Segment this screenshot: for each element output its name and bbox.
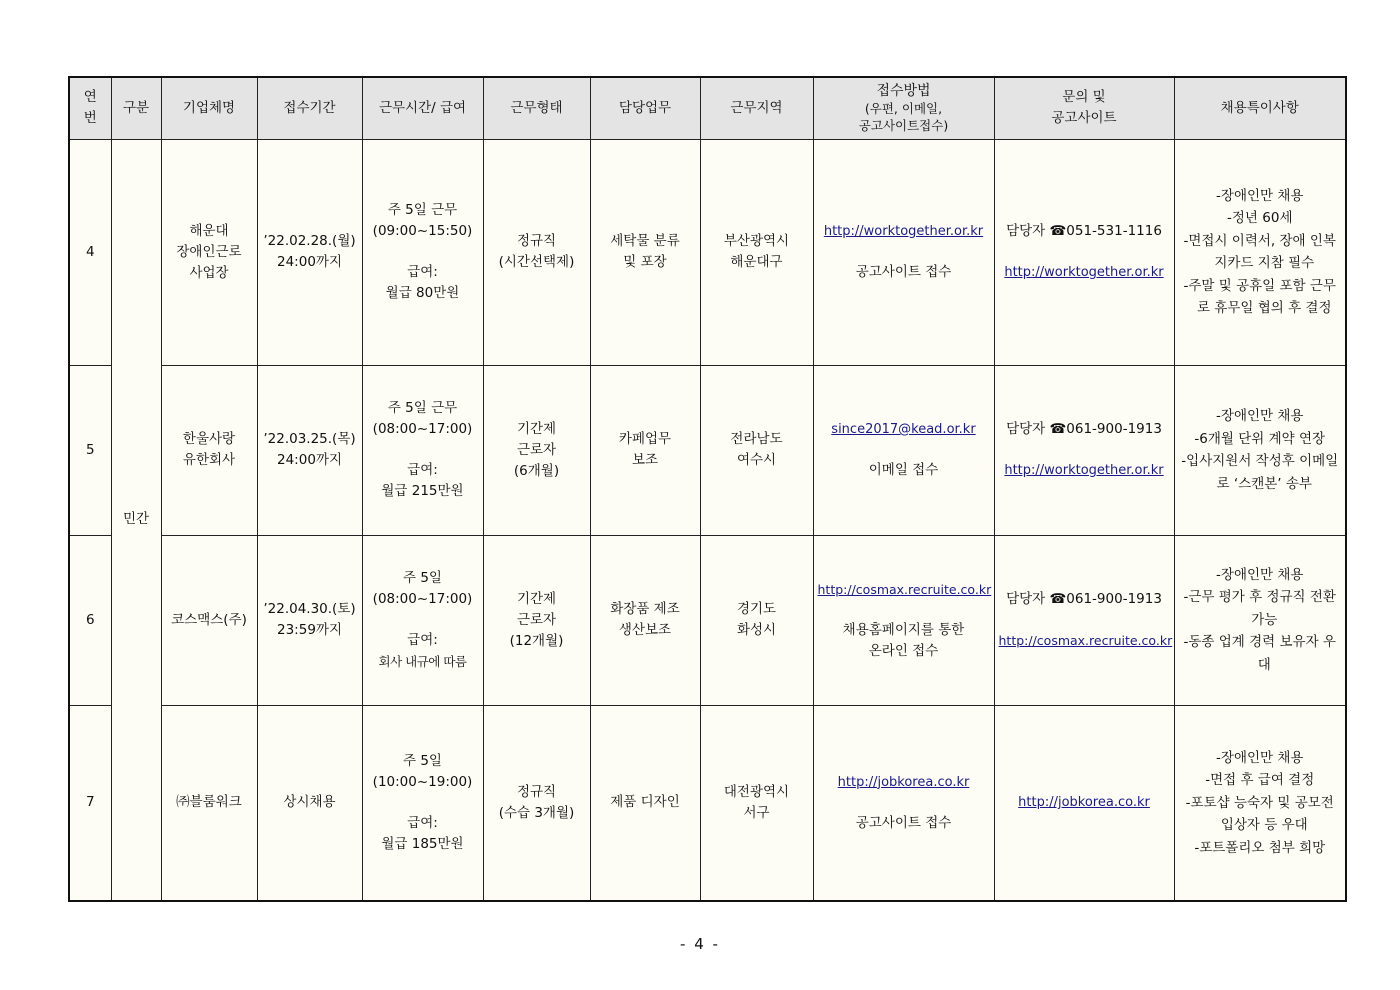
header-duty: 담당업무 <box>590 77 700 139</box>
header-contact: 문의 및 공고사이트 <box>994 77 1174 139</box>
contact-link[interactable]: http://worktogether.or.kr <box>1004 463 1164 478</box>
work-region: 경기도 화성시 <box>700 535 813 705</box>
row-number: 7 <box>69 705 111 901</box>
contact <box>994 365 1174 535</box>
hiring-notes: -장애인만 채용 -정년 60세 -면접시 이력서, 장애 인복지카드 지참 필수 -주말 및 공휴일 포함 근무로 휴무일 협의 후 결정 <box>1174 139 1346 365</box>
header-num: 연 번 <box>69 77 111 139</box>
employment-form: 기간제 근로자 (12개월) <box>483 535 590 705</box>
hiring-notes: -장애인만 채용 -근무 평가 후 정규직 전환 가능 -동종 업계 경력 보유자 우대 <box>1174 535 1346 705</box>
work-hours-pay: 주 5일 근무 (08:00~17:00) 급여: 월급 215만원 <box>362 365 483 535</box>
application-period: ’22.03.25.(목) 24:00까지 <box>257 365 362 535</box>
contact <box>994 535 1174 705</box>
table-row <box>69 365 1346 535</box>
application-method: http://cosmax.recruite.co.kr 채용홈페이지를 통한 온라인 접수 <box>813 535 994 705</box>
header-row <box>69 77 1346 139</box>
work-region: 부산광역시 해운대구 <box>700 139 813 365</box>
work-hours-pay: 주 5일 근무 (09:00~15:50) 급여: 월급 80만원 <box>362 139 483 365</box>
application-method: http://jobkorea.co.kr 공고사이트 접수 <box>813 705 994 901</box>
application-period: ’22.02.28.(월) 24:00까지 <box>257 139 362 365</box>
contact <box>994 705 1174 901</box>
method-link[interactable]: http://cosmax.recruite.co.kr <box>817 581 992 597</box>
employment-form: 정규직 (수습 3개월) <box>483 705 590 901</box>
work-hours-pay: 주 5일 (10:00~19:00) 급여: 월급 185만원 <box>362 705 483 901</box>
header-hours: 근무시간/ 급여 <box>362 77 483 139</box>
header-form: 근무형태 <box>483 77 590 139</box>
header-period: 접수기간 <box>257 77 362 139</box>
row-number: 6 <box>69 535 111 705</box>
method-link[interactable]: http://jobkorea.co.kr <box>837 774 970 790</box>
method-email[interactable]: since2017@kead.or.kr <box>831 422 976 437</box>
application-method: http://worktogether.or.kr 공고사이트 접수 <box>813 139 994 365</box>
contact-link[interactable]: http://cosmax.recruite.co.kr <box>998 633 1173 648</box>
table-row <box>69 535 1346 705</box>
page-number: - 4 - <box>680 935 720 953</box>
row-number: 4 <box>69 139 111 365</box>
work-region: 대전광역시 서구 <box>700 705 813 901</box>
company-name: 한울사랑 유한회사 <box>161 365 257 535</box>
table-row <box>69 705 1346 901</box>
category-cell <box>111 139 161 901</box>
header-company: 기업체명 <box>161 77 257 139</box>
company-name: 코스맥스(주) <box>161 535 257 705</box>
application-period: ’22.04.30.(토) 23:59까지 <box>257 535 362 705</box>
contact-link[interactable]: http://worktogether.or.kr <box>1004 265 1164 280</box>
duty: 세탁물 분류 및 포장 <box>590 139 700 365</box>
header-notes: 채용특이사항 <box>1174 77 1346 139</box>
table-row <box>69 139 1346 365</box>
hiring-notes: -장애인만 채용 -6개월 단위 계약 연장 -입사지원서 작성후 이메일로 ‘스캔본’ 송부 <box>1174 365 1346 535</box>
contact-link[interactable]: http://jobkorea.co.kr <box>1018 795 1150 811</box>
employment-form: 기간제 근로자 (6개월) <box>483 365 590 535</box>
method-link[interactable]: http://worktogether.or.kr <box>823 224 984 239</box>
contact-phone: 담당자 ☎061-900-1913 <box>1006 591 1162 607</box>
category-label: 민간 <box>122 511 150 528</box>
duty: 카페업무 보조 <box>590 365 700 535</box>
contact-phone: 담당자 ☎061-900-1913 <box>1006 421 1162 437</box>
application-method: since2017@kead.or.kr 이메일 접수 <box>813 365 994 535</box>
application-period: 상시채용 <box>257 705 362 901</box>
hiring-notes: -장애인만 채용 -면접 후 급여 결정 -포토샵 능숙자 및 공모전 입상자 등 우대 -포트폴리오 첨부 희망 <box>1174 705 1346 901</box>
job-listing-table <box>68 76 1347 902</box>
employment-form: 정규직 (시간선택제) <box>483 139 590 365</box>
contact <box>994 139 1174 365</box>
work-hours-pay: 주 5일 (08:00~17:00) 급여: 회사 내규에 따름 <box>362 535 483 705</box>
company-name: ㈜블룸워크 <box>161 705 257 901</box>
duty: 제품 디자인 <box>590 705 700 901</box>
work-region: 전라남도 여수시 <box>700 365 813 535</box>
header-region: 근무지역 <box>700 77 813 139</box>
duty: 화장품 제조 생산보조 <box>590 535 700 705</box>
row-number: 5 <box>69 365 111 535</box>
header-type: 구분 <box>111 77 161 139</box>
company-name: 해운대 장애인근로 사업장 <box>161 139 257 365</box>
header-method: 접수방법 (우편, 이메일, 공고사이트접수) <box>813 77 994 139</box>
contact-phone: 담당자 ☎051-531-1116 <box>1006 223 1162 239</box>
